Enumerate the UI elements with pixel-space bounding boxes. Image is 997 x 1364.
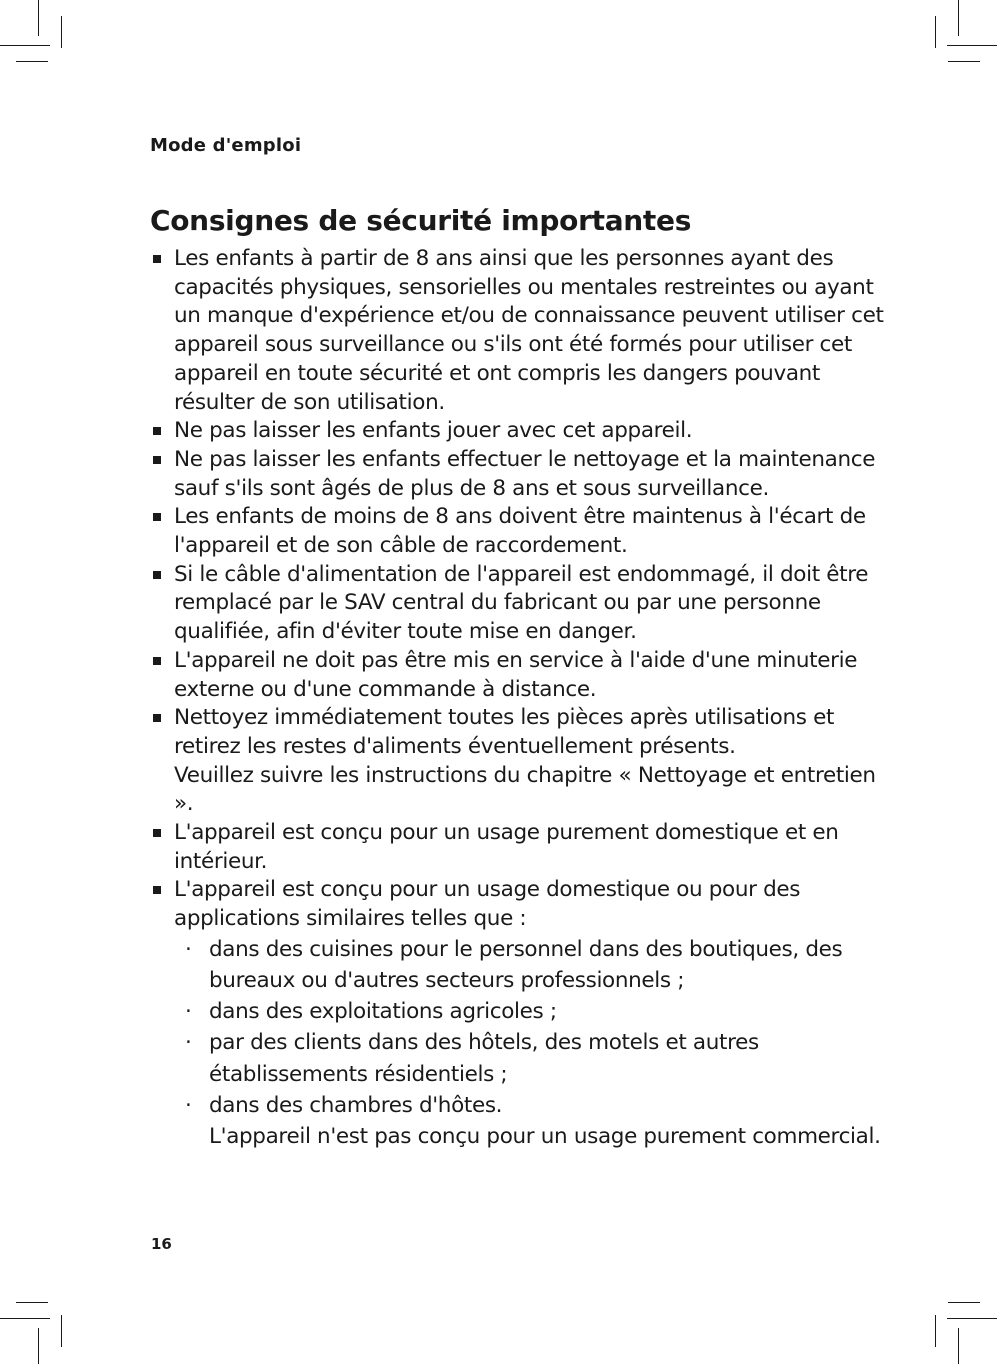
list-item-text: Les enfants de moins de 8 ans doivent être maintenus à l'écart de l'appareil et de son câble de raccordement. [174, 504, 866, 559]
crop-mark [61, 16, 62, 48]
list-item [150, 819, 890, 876]
list-item-text: L'appareil est conçu pour un usage domestique ou pour des applications similaires telles que : [174, 877, 801, 932]
dot-bullet-icon: · [185, 1030, 192, 1056]
crop-mark [61, 1315, 62, 1347]
list-item [150, 561, 890, 647]
sub-list-item-note: L'appareil n'est pas conçu pour un usage purement commercial. [209, 1124, 881, 1150]
list-item-text: Ne pas laisser les enfants jouer avec cet appareil. [174, 418, 693, 444]
list-item [150, 446, 890, 503]
running-header: Mode d'emploi [150, 135, 302, 156]
list-item-text: Les enfants à partir de 8 ans ainsi que les personnes ayant des capacités physiques, sensorielles ou mentales restreintes ou ayant un manque d'expérience et/ou de connaissance peuvent utiliser cet appareil sous surveillance ou s'ils ont été formés pour utiliser cet appareil en toute sécurité et ont compris les dangers pouvant résulter de son utilisation. [174, 246, 884, 415]
crop-mark [948, 1302, 980, 1303]
square-bullet-icon [153, 513, 161, 521]
crop-mark [16, 1302, 48, 1303]
square-bullet-icon [153, 657, 161, 665]
list-item [150, 503, 890, 560]
list-item-text: L'appareil est conçu pour un usage purement domestique et en intérieur. [174, 820, 839, 874]
list-item-note: Veuillez suivre les instructions du chapitre « Nettoyage et entretien ». [174, 762, 876, 817]
crop-mark [947, 1318, 997, 1319]
section-title: Consignes de sécurité importantes [150, 204, 692, 237]
square-bullet-icon [153, 829, 161, 837]
safety-instructions-list [150, 245, 890, 1152]
square-bullet-icon [153, 255, 161, 263]
list-item-text: Ne pas laisser les enfants effectuer le nettoyage et la maintenance sauf s'ils sont âgés de plus de 8 ans et sous surveillance. [174, 446, 876, 501]
sub-list-item-text: dans des exploitations agricoles ; [209, 999, 557, 1025]
crop-mark [958, 0, 959, 36]
list-item-text: L'appareil ne doit pas être mis en service à l'aide d'une minuterie externe ou d'une commande à distance. [174, 647, 858, 702]
crop-mark [0, 1318, 50, 1319]
crop-mark [947, 45, 997, 46]
list-item [150, 647, 890, 704]
crop-mark [38, 0, 39, 36]
usage-examples-list [174, 934, 890, 1152]
sub-list-item [174, 1027, 890, 1089]
square-bullet-icon [153, 427, 161, 435]
crop-mark [948, 61, 980, 62]
crop-mark [958, 1328, 959, 1364]
square-bullet-icon [153, 714, 161, 722]
sub-list-item-text: dans des chambres d'hôtes. [209, 1092, 503, 1118]
list-item [150, 417, 890, 446]
dot-bullet-icon: · [185, 1092, 192, 1118]
crop-mark [0, 45, 50, 46]
sub-list-item [174, 1090, 890, 1152]
crop-mark [935, 16, 936, 48]
page-number: 16 [151, 1235, 172, 1253]
sub-list-item [174, 934, 890, 996]
square-bullet-icon [153, 571, 161, 579]
dot-bullet-icon: · [185, 936, 192, 962]
sub-list-item [174, 996, 890, 1027]
crop-mark [935, 1315, 936, 1347]
crop-mark [16, 61, 48, 62]
crop-mark [38, 1328, 39, 1364]
square-bullet-icon [153, 886, 161, 894]
dot-bullet-icon: · [185, 999, 192, 1025]
list-item [150, 704, 890, 819]
list-item [150, 245, 890, 417]
list-item-text: Si le câble d'alimentation de l'appareil est endommagé, il doit être remplacé par le SAV central du fabricant ou par une personne qualifiée, afin d'éviter toute mise en danger. [174, 561, 869, 645]
square-bullet-icon [153, 456, 161, 464]
list-item-text: Nettoyez immédiatement toutes les pièces après utilisations et retirez les restes d'aliments éventuellement présents. [174, 705, 835, 759]
list-item [150, 876, 890, 1152]
sub-list-item-text: par des clients dans des hôtels, des motels et autres établissements résidentiels ; [209, 1030, 759, 1087]
sub-list-item-text: dans des cuisines pour le personnel dans des boutiques, des bureaux ou d'autres secteurs professionnels ; [209, 936, 843, 994]
